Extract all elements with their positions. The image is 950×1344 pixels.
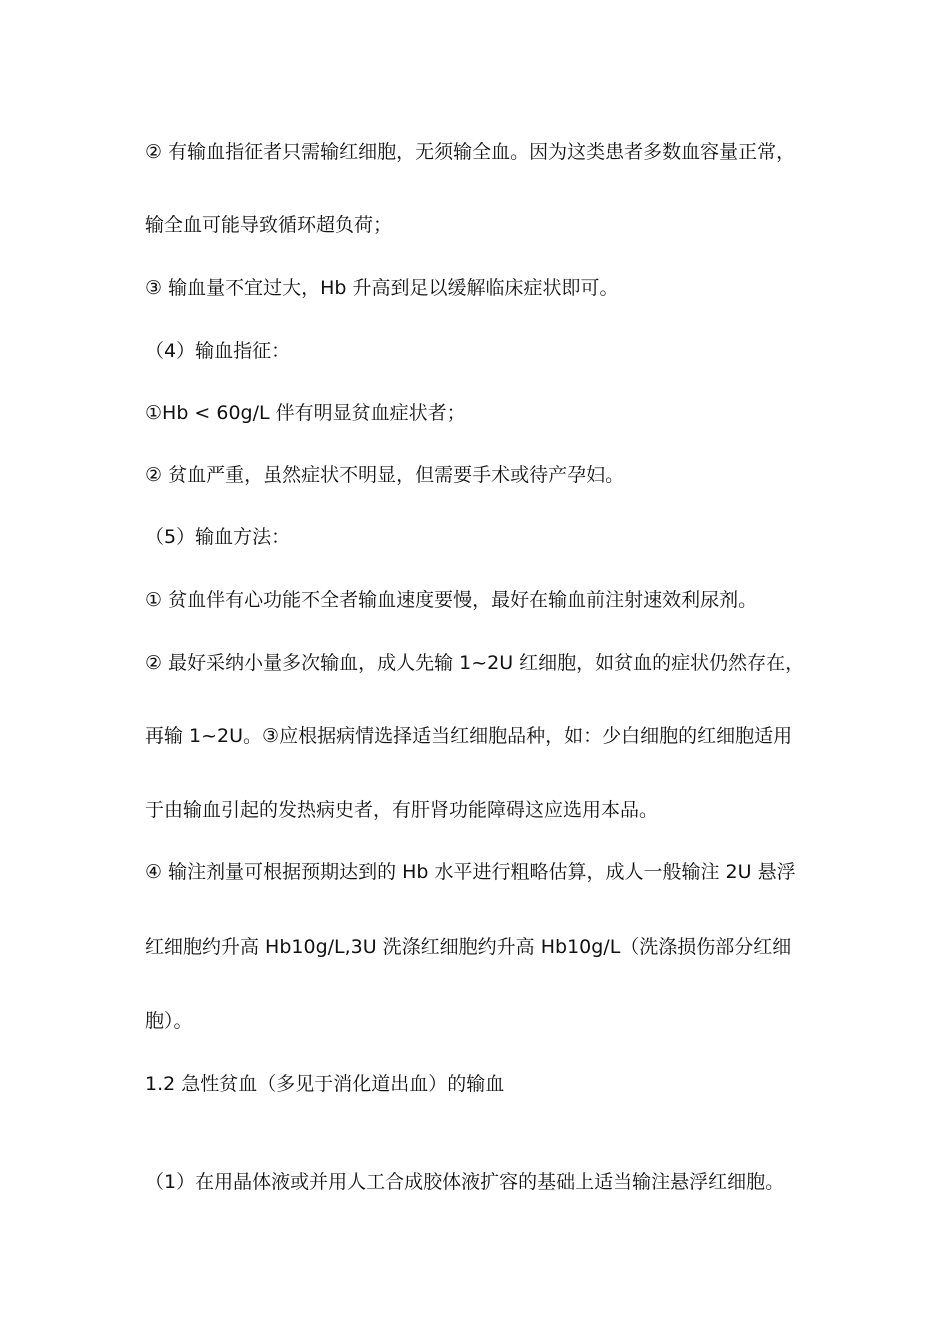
text-line: （1）在用晶体液或并用人工合成胶体液扩容的基础上适当输注悬浮红细胞。 xyxy=(145,1171,785,1193)
text-line: 输全血可能导致循环超负荷； xyxy=(145,214,393,236)
text-line: ② 最好采纳小量多次输血，成人先输 1~2U 红细胞，如贫血的症状仍然存在， xyxy=(145,652,805,674)
text-line: 于由输血引起的发热病史者，有肝肾功能障碍这应选用本品。 xyxy=(145,799,659,821)
text-line: 胞）。 xyxy=(145,1010,193,1032)
text-line: （4）输血指征： xyxy=(145,340,291,362)
text-line: ④ 输注剂量可根据预期达到的 Hb 水平进行粗略估算，成人一般输注 2U 悬浮 xyxy=(145,861,796,883)
text-line: 红细胞约升高 Hb10g/L,3U 洗涤红细胞约升高 Hb10g/L（洗涤损伤部分红细 xyxy=(145,936,792,958)
text-line: ② 有输血指征者只需输红细胞，无须输全血。因为这类患者多数血容量正常， xyxy=(145,141,796,163)
text-line: ② 贫血严重，虽然症状不明显，但需要手术或待产孕妇。 xyxy=(145,464,625,486)
section-heading: 1.2 急性贫血（多见于消化道出血）的输血 xyxy=(145,1073,505,1095)
text-line: ①Hb < 60g/L 伴有明显贫血症状者； xyxy=(145,402,466,424)
text-line: ① 贫血伴有心功能不全者输血速度要慢，最好在输血前注射速效利尿剂。 xyxy=(145,589,758,611)
text-line: （5）输血方法： xyxy=(145,526,291,548)
text-line: ③ 输血量不宜过大，Hb 升高到足以缓解临床症状即可。 xyxy=(145,277,619,299)
text-line: 再输 1~2U。③应根据病情选择适当红细胞品种，如：少白细胞的红细胞适用 xyxy=(145,725,793,747)
